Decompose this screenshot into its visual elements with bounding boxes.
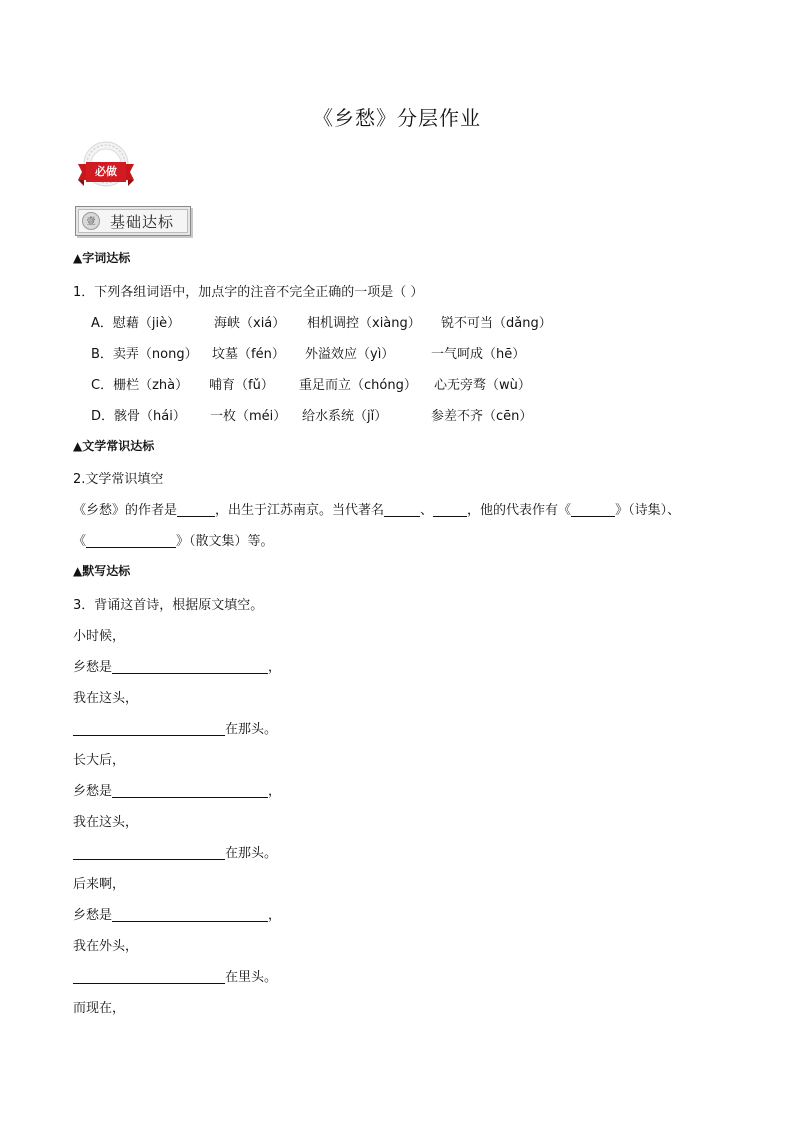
q1-option-a-3: 相机调控（xiàng） — [307, 316, 421, 331]
poem-text: 乡愁是 — [73, 908, 113, 923]
poem-text: 在那头。 — [225, 846, 278, 861]
poem-text: ， — [268, 908, 282, 923]
poem-line-4 — [73, 718, 277, 737]
q1-option-b-3: 外溢效应（yì） — [305, 347, 395, 362]
poem-text: 在那头。 — [225, 722, 278, 737]
q2-text-g: 》（散文集）等。 — [176, 534, 274, 549]
q2-blank-prose[interactable] — [86, 534, 176, 548]
q1-option-b-1: B．卖弄（nong） — [91, 347, 198, 362]
q2-text-d: ，他的代表作有《 — [467, 503, 572, 518]
poem-text: ， — [268, 784, 282, 799]
q2-blank-author[interactable] — [177, 503, 215, 517]
q3-stem: 3．背诵这首诗，根据原文填空。 — [73, 598, 264, 613]
poem-line-12 — [73, 966, 277, 985]
q2-stem: 2.文学常识填空 — [73, 472, 164, 487]
q1-option-c-3: 重足而立（chóng） — [299, 378, 417, 393]
poem-line-7: 我在这头， — [73, 815, 139, 830]
required-badge — [74, 140, 138, 198]
poem-blank-4[interactable] — [73, 846, 225, 860]
q1-option-a-1: A．慰藉（jiè） — [91, 316, 181, 331]
q1-option-d-4: 参差不齐（cēn） — [431, 409, 533, 424]
q2-text-f: 《 — [73, 534, 87, 549]
poem-line-1: 小时候， — [73, 629, 126, 644]
poem-line-6 — [73, 780, 281, 799]
poem-line-11: 我在外头， — [73, 939, 139, 954]
section-banner — [75, 206, 191, 236]
q1-option-d-1: D．骸骨（hái） — [91, 409, 186, 424]
poem-blank-1[interactable] — [112, 660, 268, 674]
poem-text: 在里头。 — [225, 970, 278, 985]
poem-line-3: 我在这头， — [73, 691, 139, 706]
poem-text: 乡愁是 — [73, 784, 113, 799]
q1-option-c-2: 哺育（fǔ） — [209, 378, 274, 393]
poem-text: 乡愁是 — [73, 660, 113, 675]
q2-blank-title-2[interactable] — [433, 503, 467, 517]
q1-option-b-2: 坟墓（fén） — [212, 347, 285, 362]
poem-blank-2[interactable] — [73, 722, 225, 736]
q2-blank-title-1[interactable] — [384, 503, 420, 517]
section-label: 基础达标 — [110, 213, 175, 231]
q1-option-c-1: C．栅栏（zhà） — [91, 378, 189, 393]
poem-line-9: 后来啊， — [73, 877, 126, 892]
section-number: 壹 — [82, 212, 100, 230]
q1-stem: 1．下列各组词语中，加点字的注音不完全正确的一项是（ ） — [73, 285, 424, 300]
q2-text-b: ，出生于江苏南京。当代著名 — [215, 503, 385, 518]
poem-line-2 — [73, 656, 281, 675]
poem-text: ， — [268, 660, 282, 675]
poem-blank-3[interactable] — [112, 784, 268, 798]
q1-option-a-2: 海峡（xiá） — [214, 316, 286, 331]
q2-text-c: 、 — [420, 503, 434, 518]
badge-label: 必做 — [95, 165, 117, 178]
q2-text-a: 《乡愁》的作者是 — [73, 503, 178, 518]
poem-line-5: 长大后， — [73, 753, 126, 768]
q1-option-b-4: 一气呵成（hē） — [431, 347, 526, 362]
q2-blank-poetry[interactable] — [571, 503, 615, 517]
poem-line-10 — [73, 904, 281, 923]
q2-line-1 — [73, 499, 680, 518]
q2-line-2 — [73, 530, 274, 549]
q2-text-e: 》（诗集）、 — [615, 503, 681, 518]
q1-option-d-3: 给水系统（jǐ） — [302, 409, 388, 424]
q1-option-c-4: 心无旁骛（wù） — [434, 378, 531, 393]
poem-blank-5[interactable] — [112, 908, 268, 922]
q1-option-a-4: 锐不可当（dǎng） — [441, 316, 552, 331]
q1-option-d-2: 一枚（méi） — [210, 409, 287, 424]
poem-blank-6[interactable] — [73, 970, 225, 984]
page-title: 《乡愁》分层作业 — [313, 106, 481, 130]
subheading-dictation: ▲默写达标 — [73, 564, 131, 578]
poem-line-13: 而现在， — [73, 1001, 126, 1016]
subheading-literature: ▲文学常识达标 — [73, 439, 155, 453]
subheading-words: ▲字词达标 — [73, 251, 131, 265]
poem-line-8 — [73, 842, 277, 861]
